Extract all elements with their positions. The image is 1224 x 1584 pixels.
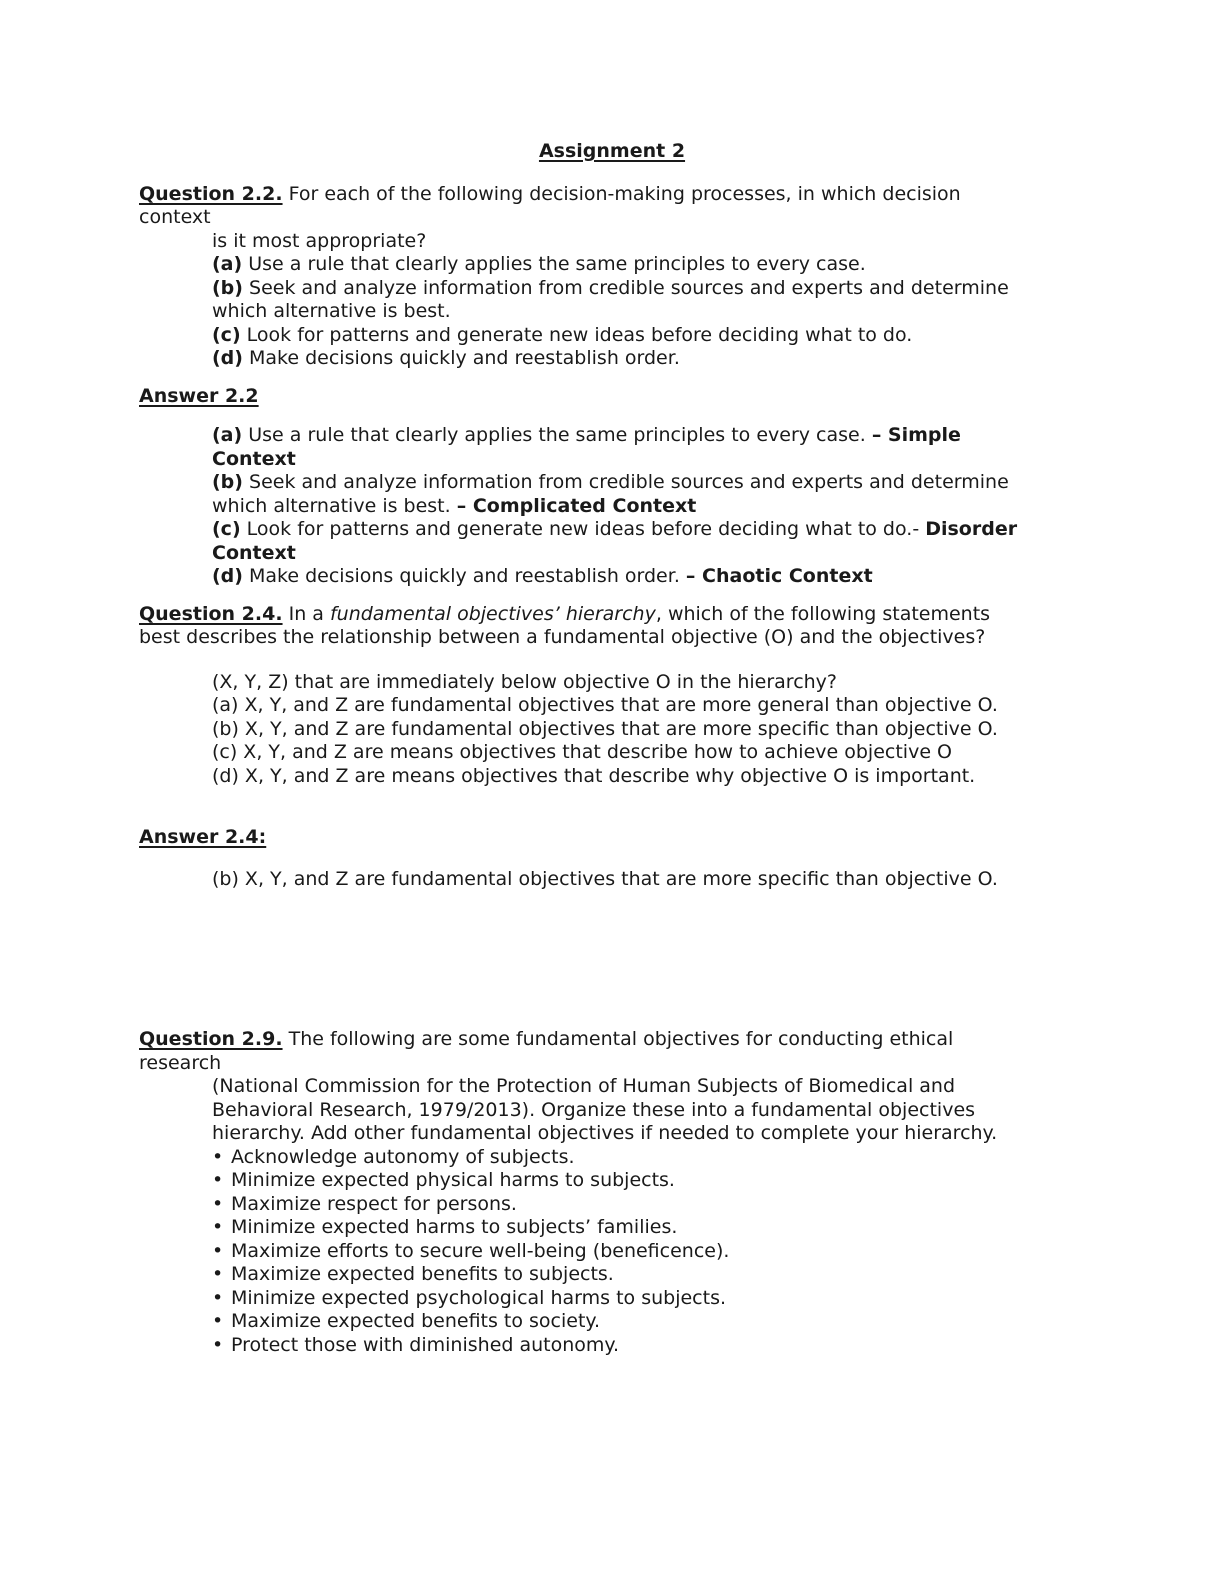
text-line: [212, 565, 1085, 589]
text-run: Maximize respect for persons.: [231, 1192, 517, 1215]
text-line: [212, 253, 1085, 277]
text-run: Minimize expected harms to subjects’ families.: [231, 1216, 678, 1238]
text-line: [212, 324, 1085, 348]
bullet-icon: •: [212, 1145, 224, 1168]
text-run: (c): [212, 323, 241, 346]
page-title-text: Assignment 2: [538, 140, 686, 162]
text-line: [139, 1052, 1085, 1076]
text-run: (X, Y, Z) that are immediately below objective O in the hierarchy?: [212, 670, 838, 693]
text-run: In a: [282, 602, 330, 625]
text-run: The following are some fundamental objectives for conducting ethical: [282, 1028, 954, 1050]
text-run: For each of the following decision-making processes, in which decision: [282, 182, 961, 205]
text-line: [212, 1169, 1085, 1193]
text-run: context: [139, 206, 211, 228]
text-line: [212, 1240, 1085, 1264]
text-line: [212, 542, 1085, 566]
text-run: which alternative is best.: [212, 494, 457, 517]
text-run: Protect those with diminished autonomy.: [231, 1333, 619, 1356]
bullet-icon: •: [212, 1263, 224, 1285]
text-run: (National Commission for the Protection of Human Subjects of Biomedical and: [212, 1075, 956, 1097]
text-run: (d) X, Y, and Z are means objectives that describe why objective O is important.: [212, 764, 976, 787]
text-run: (d): [212, 347, 243, 369]
text-run: (c) X, Y, and Z are means objectives that describe how to achieve objective O: [212, 741, 953, 763]
question-2-9-intro: [139, 1028, 1085, 1075]
text-line: [139, 1028, 1085, 1052]
text-line: [212, 495, 1085, 519]
text-run: (d): [212, 565, 243, 587]
text-line: [212, 1310, 1085, 1334]
bullet-icon: •: [212, 1333, 224, 1356]
text-run: Maximize efforts to secure well-being (beneficence).: [231, 1239, 730, 1262]
text-line: [212, 1334, 1085, 1358]
question-2-2-intro: [139, 183, 1085, 230]
text-run: Use a rule that clearly applies the same principles to every case.: [242, 424, 872, 446]
bullet-icon: •: [212, 1310, 224, 1332]
text-run: Look for patterns and generate new ideas before deciding what to do.-: [240, 518, 926, 540]
text-line: [212, 424, 1085, 448]
question-2-2-options: [139, 230, 1085, 371]
text-run: Acknowledge autonomy of subjects.: [231, 1145, 575, 1168]
text-run: Seek and analyze information from credible sources and experts and determine: [242, 276, 1009, 299]
text-line: [212, 718, 1085, 742]
text-line: [212, 277, 1085, 301]
text-line: [212, 300, 1085, 324]
text-line: [212, 1122, 1085, 1146]
answer-2-2-heading-text: Answer 2.2: [139, 384, 259, 407]
bullet-icon: •: [212, 1216, 224, 1238]
text-run: Question 2.4.: [139, 602, 283, 625]
text-run: (b) X, Y, and Z are fundamental objectives that are more specific than objective O.: [212, 717, 998, 740]
text-line: [212, 1287, 1085, 1311]
answer-2-4-body: [139, 868, 1085, 892]
text-line: [212, 671, 1085, 695]
text-run: is it most appropriate?: [212, 229, 427, 252]
text-run: (b) X, Y, and Z are fundamental objectives that are more specific than objective O.: [212, 867, 998, 890]
text-line: [212, 1263, 1085, 1287]
page-title: [139, 140, 1085, 164]
text-line: [212, 694, 1085, 718]
text-run: which alternative is best.: [212, 300, 451, 322]
text-line: [212, 741, 1085, 765]
question-2-4-options: [139, 671, 1085, 789]
text-run: best describes the relationship between a fundamental objective (O) and the objectives?: [139, 626, 986, 648]
text-line: [139, 603, 1085, 627]
bullet-icon: •: [212, 1192, 224, 1215]
answer-2-4-heading: [139, 826, 1085, 850]
text-line: [212, 1075, 1085, 1099]
text-line: [212, 868, 1085, 892]
text-line: [139, 626, 1085, 650]
text-run: – Chaotic Context: [685, 565, 873, 587]
answer-2-2-heading: [139, 385, 1085, 409]
text-run: research: [139, 1051, 222, 1074]
text-run: Make decisions quickly and reestablish order.: [242, 565, 686, 587]
text-run: Behavioral Research, 1979/2013). Organize these into a fundamental objectives: [212, 1098, 976, 1121]
text-run: Make decisions quickly and reestablish order.: [242, 347, 680, 369]
text-run: Question 2.9.: [139, 1028, 283, 1050]
text-line: [139, 206, 1085, 230]
text-run: Minimize expected physical harms to subjects.: [231, 1169, 675, 1191]
text-line: [212, 1216, 1085, 1240]
question-2-9-bullet-list: [139, 1146, 1085, 1358]
document-content: [139, 140, 1085, 1357]
question-2-4-intro: [139, 603, 1085, 650]
text-line: [212, 347, 1085, 371]
text-run: (a): [212, 424, 243, 446]
text-line: [212, 1193, 1085, 1217]
text-run: – Complicated Context: [456, 494, 697, 517]
text-run: Disorder: [925, 518, 1018, 540]
text-run: Seek and analyze information from credible sources and experts and determine: [242, 471, 1009, 493]
text-run: , which of the following statements: [655, 602, 991, 625]
bullet-icon: •: [212, 1286, 224, 1309]
text-run: Maximize expected benefits to society.: [231, 1310, 600, 1332]
text-run: hierarchy. Add other fundamental objectives if needed to complete your hierarchy.: [212, 1122, 998, 1144]
text-line: [212, 448, 1085, 472]
text-run: (c): [212, 518, 241, 540]
text-line: [212, 518, 1085, 542]
text-run: Context: [212, 447, 296, 470]
text-run: Maximize expected benefits to subjects.: [231, 1263, 614, 1285]
text-run: (b): [212, 276, 243, 299]
text-line: [212, 765, 1085, 789]
bullet-icon: •: [212, 1239, 224, 1262]
question-2-9-details: [139, 1075, 1085, 1146]
text-run: – Simple: [871, 424, 961, 446]
text-run: Look for patterns and generate new ideas before deciding what to do.: [240, 323, 913, 346]
text-run: Question 2.2.: [139, 182, 283, 205]
answer-2-2-options: [139, 424, 1085, 589]
bullet-icon: •: [212, 1169, 224, 1191]
text-run: (a) X, Y, and Z are fundamental objectives that are more general than objective O.: [212, 694, 998, 716]
text-run: Context: [212, 541, 296, 564]
text-run: (b): [212, 471, 243, 493]
text-run: fundamental objectives’ hierarchy: [329, 602, 656, 625]
text-line: [212, 471, 1085, 495]
answer-2-4-heading-text: Answer 2.4:: [139, 826, 267, 848]
text-run: Use a rule that clearly applies the same principles to every case.: [242, 253, 866, 275]
text-line: [212, 1099, 1085, 1123]
text-line: [139, 183, 1085, 207]
text-run: Minimize expected psychological harms to subjects.: [231, 1286, 727, 1309]
text-line: [212, 1146, 1085, 1170]
text-run: (a): [212, 253, 243, 275]
text-line: [212, 230, 1085, 254]
